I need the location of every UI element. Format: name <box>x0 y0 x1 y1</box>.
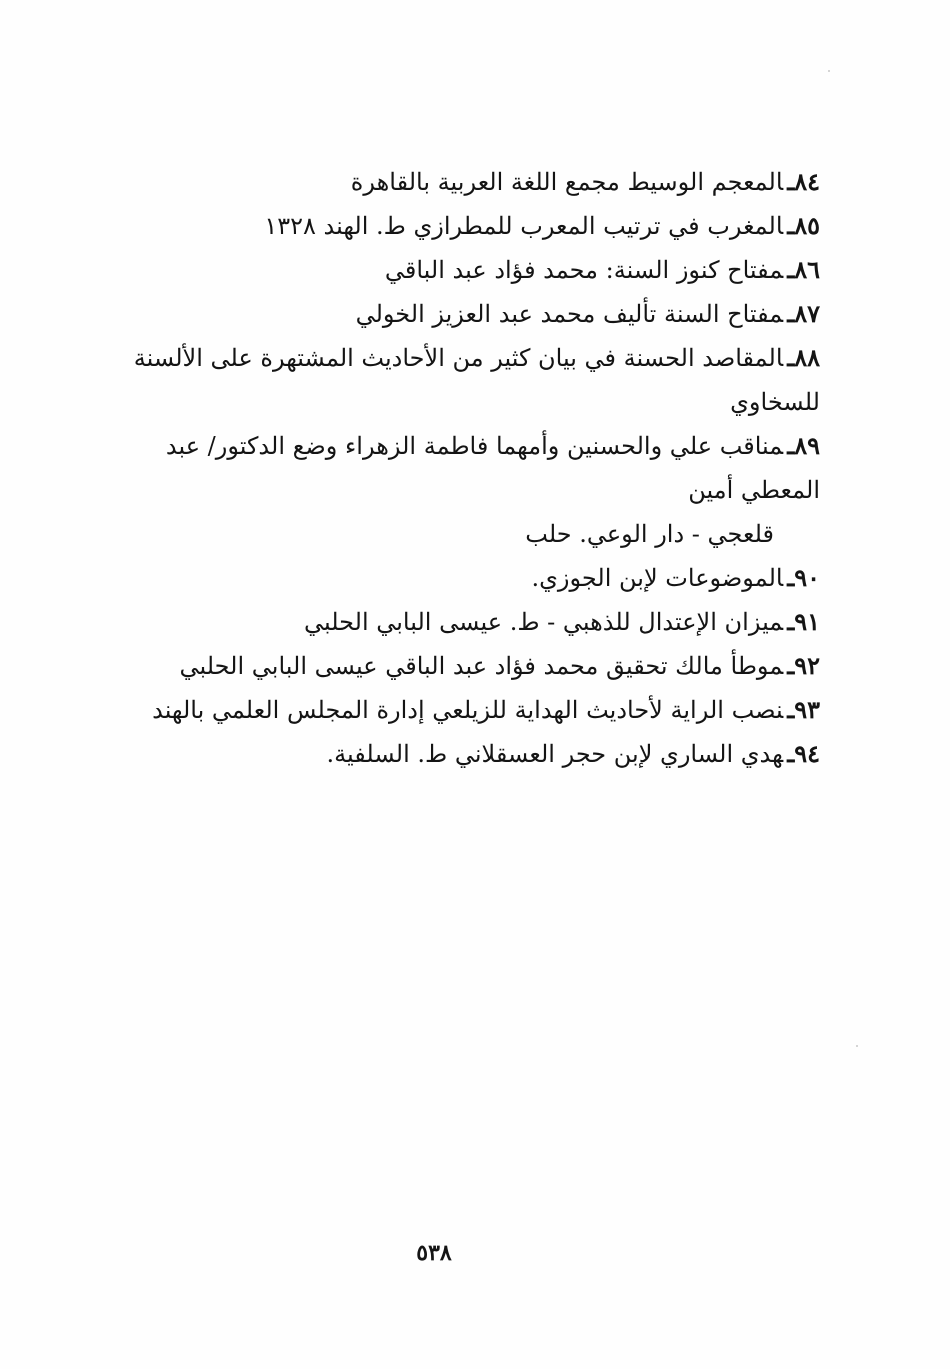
reference-number: ٨٦ <box>794 255 820 284</box>
reference-number: ٩٤ <box>794 739 820 768</box>
reference-separator: ـ <box>787 343 795 372</box>
reference-separator: ـ <box>787 739 795 768</box>
reference-number: ٩٣ <box>794 695 820 724</box>
reference-separator: ـ <box>787 431 795 460</box>
reference-item <box>120 600 820 644</box>
reference-number: ٨٨ <box>794 343 820 372</box>
reference-number: ٨٥ <box>794 211 820 240</box>
reference-text: هدي الساري لإبن حجر العسقلاني ط. السلفية. <box>326 740 784 768</box>
reference-continuation: قلعجي - دار الوعي. حلب <box>525 520 774 548</box>
reference-separator: ـ <box>787 563 795 592</box>
reference-separator: ـ <box>787 255 795 284</box>
reference-text: مناقب علي والحسنين وأمهما فاطمة الزهراء وضع الدكتور/ عبد المعطي أمين <box>165 432 820 504</box>
reference-text: المغرب في ترتيب المعرب للمطرازي ط. الهند ١٣٢٨ <box>264 212 784 240</box>
reference-item <box>120 732 820 776</box>
reference-number: ٩٠ <box>794 563 820 592</box>
page-number: ٥٣٨ <box>416 1240 452 1266</box>
reference-text: نصب الراية لأحاديث الهداية للزيلعي إدارة المجلس العلمي بالهند <box>152 696 784 724</box>
reference-item <box>120 644 820 688</box>
reference-item <box>120 556 820 600</box>
reference-item <box>120 688 820 732</box>
reference-text: ميزان الإعتدال للذهبي - ط. عيسى البابي الحلبي <box>303 608 784 636</box>
reference-separator: ـ <box>787 211 795 240</box>
reference-number: ٩١ <box>794 607 820 636</box>
scan-speck <box>828 70 830 72</box>
reference-list <box>120 160 820 776</box>
reference-number: ٨٤ <box>794 167 820 196</box>
reference-text: مفتاح السنة تأليف محمد عبد العزيز الخولي <box>355 300 784 328</box>
reference-separator: ـ <box>787 651 795 680</box>
reference-text: المعجم الوسيط مجمع اللغة العربية بالقاهرة <box>350 168 784 196</box>
reference-number: ٨٧ <box>794 299 820 328</box>
reference-item <box>120 292 820 336</box>
reference-number: ٨٩ <box>794 431 820 460</box>
reference-item <box>120 160 820 204</box>
reference-separator: ـ <box>787 695 795 724</box>
reference-text: الموضوعات لإبن الجوزي. <box>531 564 784 592</box>
reference-number: ٩٢ <box>794 651 820 680</box>
reference-separator: ـ <box>787 607 795 636</box>
reference-separator: ـ <box>787 167 795 196</box>
reference-item <box>120 336 820 424</box>
reference-item <box>120 424 820 556</box>
reference-text: مفتاح كنوز السنة: محمد فؤاد عبد الباقي <box>384 256 784 284</box>
scan-speck <box>856 1045 858 1047</box>
reference-item <box>120 248 820 292</box>
reference-item <box>120 204 820 248</box>
reference-text: المقاصد الحسنة في بيان كثير من الأحاديث المشتهرة على الألسنة للسخاوي <box>133 344 820 416</box>
reference-text: موطأ مالك تحقيق محمد فؤاد عبد الباقي عيسى البابي الحلبي <box>179 652 784 680</box>
reference-separator: ـ <box>787 299 795 328</box>
